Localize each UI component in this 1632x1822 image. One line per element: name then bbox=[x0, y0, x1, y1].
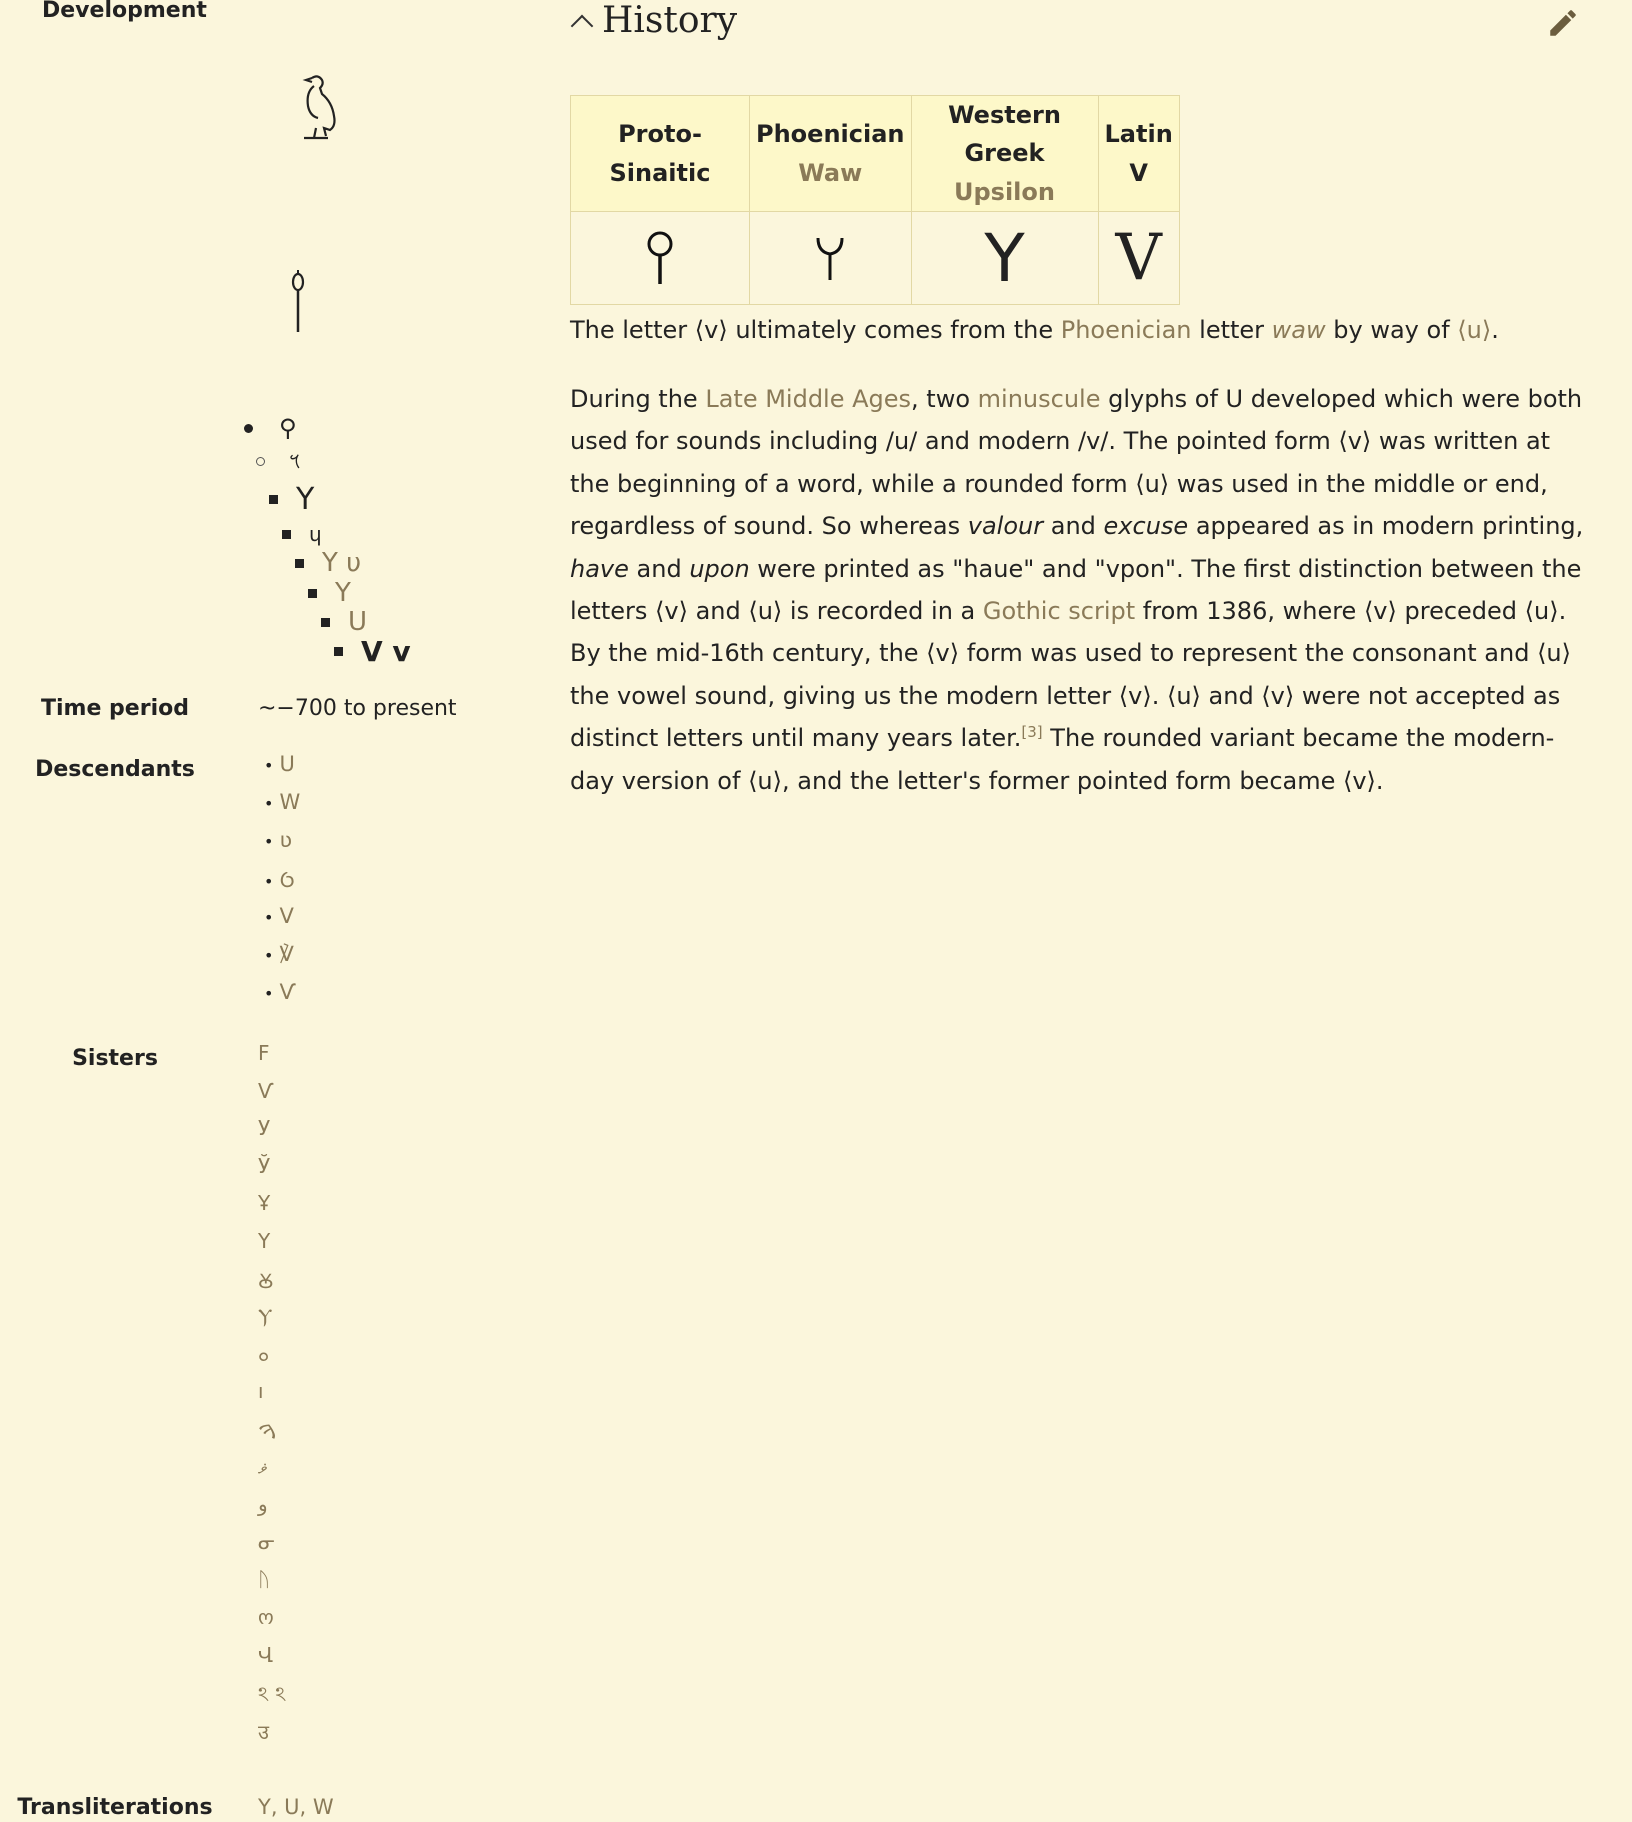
bullet-square bbox=[269, 495, 278, 504]
list-item[interactable]: ঽ ঽ bbox=[258, 1682, 287, 1707]
table-row bbox=[571, 212, 1180, 305]
list-item[interactable]: ᓂ bbox=[258, 1529, 276, 1554]
list-item[interactable]: F bbox=[258, 1041, 270, 1065]
proto-sinaitic-glyph-icon bbox=[288, 270, 308, 334]
list-item[interactable]: Ⲩ bbox=[258, 1304, 273, 1329]
u-link[interactable]: ⟨u⟩ bbox=[1457, 316, 1492, 344]
list-item[interactable]: • ℣ bbox=[264, 942, 294, 966]
header-proto-sinaitic: Proto-Sinaitic bbox=[571, 96, 750, 212]
dev-row bbox=[308, 578, 351, 608]
list-item[interactable]: ו bbox=[258, 1379, 264, 1404]
list-item[interactable]: • U bbox=[264, 752, 295, 776]
list-item[interactable]: Վ bbox=[258, 1642, 274, 1667]
dev-row bbox=[321, 607, 367, 637]
list-item[interactable]: Ꙋ bbox=[258, 1268, 274, 1293]
dev-row bbox=[282, 522, 322, 546]
infobox bbox=[0, 0, 500, 1822]
dev-glyph: ⚲ bbox=[279, 414, 297, 442]
dev-glyph: ɥ bbox=[309, 522, 322, 546]
bullet-square bbox=[308, 589, 317, 598]
header-phoenician: Phoenician Waw bbox=[750, 96, 912, 212]
transliterations-value[interactable]: Y, U, W bbox=[258, 1795, 334, 1819]
dev-glyph: V v bbox=[361, 635, 411, 668]
header-latin: Latin V bbox=[1098, 96, 1179, 212]
bullet-filled bbox=[244, 424, 253, 433]
cell-latin-glyph: V bbox=[1098, 212, 1179, 305]
cell-phoenician-glyph bbox=[750, 212, 912, 305]
section-header[interactable] bbox=[570, 0, 737, 41]
list-item[interactable]: Ұ bbox=[258, 1191, 271, 1216]
list-item[interactable]: ო bbox=[258, 1604, 274, 1629]
dev-row bbox=[334, 635, 411, 668]
development-label: Development bbox=[42, 0, 207, 23]
dev-row bbox=[269, 482, 314, 517]
time-period-value: ~−700 to present bbox=[258, 696, 457, 721]
list-item[interactable]: • Ỽ bbox=[264, 868, 295, 892]
gothic-script-link[interactable]: Gothic script bbox=[982, 597, 1136, 626]
dev-glyph[interactable]: Y bbox=[335, 578, 351, 608]
descendants-list bbox=[264, 752, 300, 1018]
list-item[interactable]: ࠅ bbox=[258, 1418, 277, 1443]
bullet-square bbox=[334, 647, 343, 656]
bullet-hollow bbox=[256, 457, 265, 466]
list-item[interactable]: Ү bbox=[258, 1228, 271, 1253]
history-paragraph-2: During the Late Middle Ages, two minuscule glyphs of U developed which were both used for sounds including /u/ and modern /v/. The pointed form ⟨v⟩ was written at the beginning of a word, while a rounded form ⟨u⟩ was used in the middle or end, regardless of sound. So whereas valour and excuse appeared as in modern printing, have and upon were printed as "haue" and "vpon". The first distinction between the letters ⟨v⟩ and ⟨u⟩ is recorded in a Gothic script from 1386, where ⟨v⟩ preceded ⟨u⟩. By the mid-16th century, the ⟨v⟩ form was used to represent the consonant and ⟨u⟩ the vowel sound, giving us the modern letter ⟨v⟩. ⟨u⟩ and ⟨v⟩ were not accepted as distinct letters until many years later.[3] The rounded variant became the modern-day version of ⟨u⟩, and the letter's former pointed form became ⟨v⟩. bbox=[570, 385, 1584, 795]
waw-link[interactable]: waw bbox=[1271, 316, 1326, 344]
cell-proto-sinaitic-glyph bbox=[571, 212, 750, 305]
chevron-up-icon[interactable] bbox=[571, 14, 594, 37]
bullet-square bbox=[282, 530, 291, 539]
descendants-label: Descendants bbox=[35, 757, 195, 782]
history-table bbox=[570, 95, 1180, 305]
list-item[interactable]: ﻭ bbox=[258, 1492, 268, 1517]
reference-link[interactable]: [3] bbox=[1021, 723, 1043, 742]
time-period-label: Time period bbox=[41, 696, 189, 721]
list-item[interactable]: ޥ bbox=[258, 1454, 268, 1479]
list-item[interactable]: Ѵ bbox=[258, 1078, 274, 1103]
list-item[interactable]: У bbox=[258, 1116, 271, 1141]
list-item[interactable]: • Ⅴ bbox=[264, 904, 294, 928]
list-item[interactable]: ܘ bbox=[258, 1341, 270, 1366]
dev-glyph: Υ bbox=[296, 482, 315, 517]
dev-row bbox=[244, 414, 297, 442]
dev-row bbox=[256, 447, 301, 475]
table-header-row bbox=[571, 96, 1180, 212]
minuscule-link[interactable]: minuscule bbox=[977, 385, 1101, 413]
header-western-greek: Western Greek Upsilon bbox=[911, 96, 1098, 212]
bullet-square bbox=[295, 559, 304, 568]
sisters-list bbox=[258, 1041, 286, 1755]
edit-pencil-icon[interactable] bbox=[1546, 6, 1580, 40]
list-item[interactable]: • W bbox=[264, 790, 301, 814]
dev-glyph[interactable]: U bbox=[348, 607, 368, 637]
bullet-square bbox=[321, 618, 330, 627]
sisters-label: Sisters bbox=[72, 1046, 158, 1071]
hieroglyph-bird-icon bbox=[290, 72, 340, 140]
proto-sinaitic-glyph-icon bbox=[645, 230, 675, 286]
phoenician-waw-icon bbox=[815, 234, 845, 282]
transliterations-label: Transliterations bbox=[17, 1795, 213, 1820]
section-title: History bbox=[602, 0, 738, 41]
list-item[interactable]: • ʋ bbox=[264, 828, 292, 852]
list-item[interactable]: ᚢ bbox=[258, 1567, 270, 1592]
history-paragraph-1: The letter ⟨v⟩ ultimately comes from the Phoenician letter waw by way of ⟨u⟩. bbox=[570, 316, 1499, 344]
late-middle-ages-link[interactable]: Late Middle Ages bbox=[705, 385, 912, 413]
list-item[interactable]: Ў bbox=[258, 1153, 271, 1178]
dev-glyph: 𐤅 bbox=[289, 447, 301, 475]
list-item[interactable]: • Ѵ bbox=[264, 980, 296, 1004]
phoenician-link[interactable]: Phoenician bbox=[1060, 316, 1192, 344]
dev-glyph[interactable]: Y υ bbox=[322, 548, 362, 578]
list-item[interactable]: उ bbox=[258, 1719, 269, 1744]
cell-greek-glyph: Y bbox=[911, 212, 1098, 305]
dev-row bbox=[295, 548, 361, 578]
